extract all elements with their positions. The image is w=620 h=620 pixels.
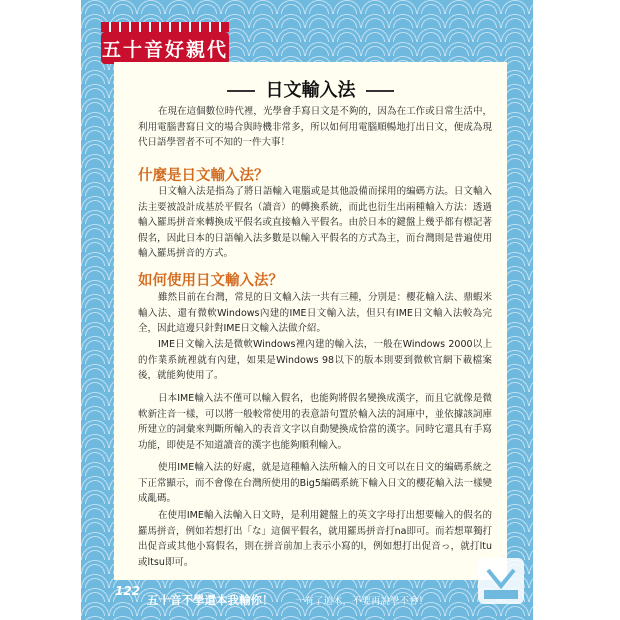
section-heading-how: 如何使用日文輸入法？: [138, 273, 283, 289]
article-title: 日文輸入法: [265, 80, 356, 101]
section-2-paragraph-3: 日本IME輸入法不僅可以輸入假名，也能夠將假名變換成漢字，而且它就像是微軟新注音一樣，可以將一般較常使用的表意語句置於輸入法的詞庫中，並依據該詞庫所建立的詞彙來判斷所輸入的表音文字以自動變換成恰當的漢字。同時它還具有手寫功能，即使是不知道讀音的漢字也能夠順利輸入。: [138, 393, 492, 451]
section-1-paragraph-1: 日文輸入法是指為了將日語輸入電腦或是其他設備而採用的編碼方法。日文輸入法主要被設計成基於平假名（讀音）的轉換系統，而此也衍生出兩種輸入方法：透過輸入羅馬拼音來轉換成平假名或直接輸入平假名。由於日本的鍵盤上幾乎都有標記著假名，因此日本的日語輸入法多數是以輸入平假名的方式為主，而台灣則是普遍使用輸入羅馬拼音的方式。: [138, 186, 492, 260]
footer-subtitle: 一有了這本，不要再說學不會！: [295, 596, 429, 607]
title-rule-right: [366, 90, 394, 92]
section-2-paragraph-4: 使用IME輸入法的好處，就是這種輸入法所輸入的日文可以在日文的編碼系統之下正常顯示，而不會像在台灣所使用的Big5編碼系統下輸入日文的櫻花輸入法一樣變成亂碼。: [138, 462, 492, 505]
page-footer: [81, 580, 533, 620]
page-number: 122: [115, 584, 141, 598]
section-2-paragraph-1: 雖然目前在台灣，常見的日文輸入法一共有三種，分別是：櫻花輸入法、鼎蝦米輸入法、還有微軟Windows內建的IME日文輸入法，但只有IME日文輸入法較為完全，因此這邊只針對IME日文輸入法做介紹。: [138, 292, 492, 335]
section-2-paragraph-5: 在使用IME輸入法輸入日文時，是利用鍵盤上的英文字母打出想要輸入的假名的羅馬拼音，例如若想打出「な」這個平假名，就用羅馬拼音打na即可。而若想單獨打出促音或其他小寫假名，則在拼音前加上表示小寫的l，例如想打出促音っ，就打ltu或ltsu即可。: [138, 510, 492, 568]
section-2-paragraph-2: IME日文輸入法是微軟Windows裡內建的輸入法，一般在Windows 2000以上的作業系統裡就有內建，如果是Windows 98以下的版本則要到微軟官網下載檔案後，就能夠使用了。: [138, 339, 492, 382]
book-page: [81, 0, 533, 620]
title-rule-left: [227, 90, 255, 92]
chapter-banner: [101, 32, 229, 64]
intro-paragraph: 在現在這個數位時代裡，光學會手寫日文是不夠的，因為在工作或日常生活中，利用電腦書寫日文的場合與時機非常多，所以如何用電腦順暢地打出日文，便成為現代日語學習者不可不知的一件大事！: [138, 106, 492, 149]
section-heading-what: 什麼是日文輸入法？: [138, 168, 269, 184]
article-title-row: [114, 76, 507, 102]
article-panel: [114, 62, 507, 580]
footer-title: 五十音不學還本我輸你！: [147, 593, 274, 607]
banner-title: 五十音好親代: [101, 38, 228, 61]
